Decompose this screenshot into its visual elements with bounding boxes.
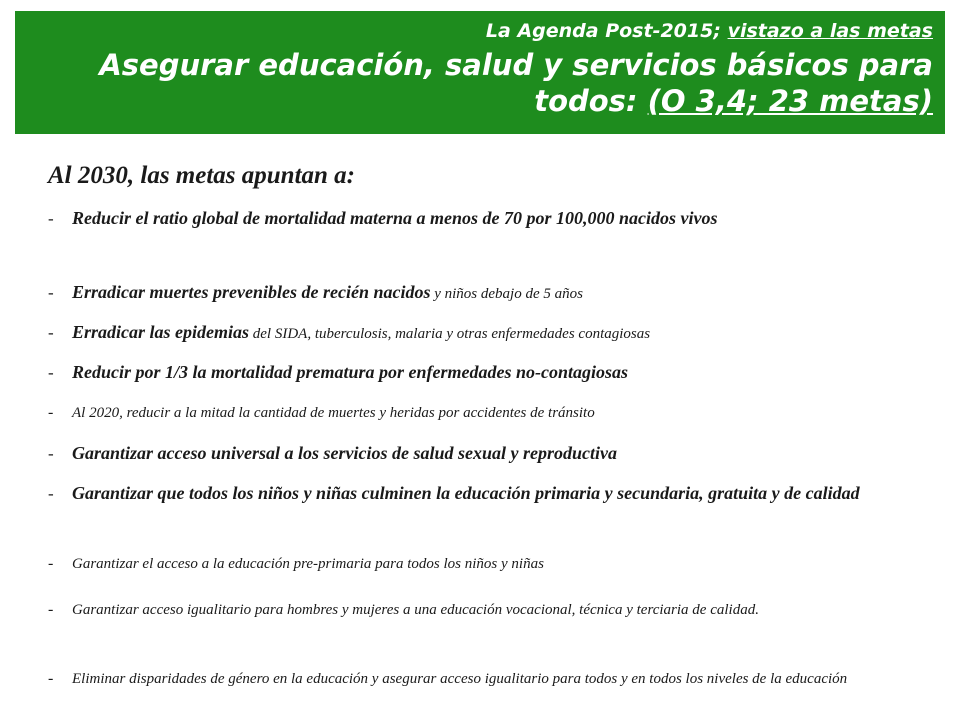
goal-item-text: Eliminar disparidades de género en la educación y asegurar acceso igualitario para todos y en todos los niveles de la educación [72, 671, 848, 687]
banner-subtitle-link: vistazo a las metas [727, 20, 933, 42]
bullet-dash: - [48, 323, 54, 342]
banner-subtitle [55, 17, 933, 45]
goal-item-bold: Erradicar muertes prevenibles de recién nacidos [72, 282, 431, 302]
goal-item [48, 668, 914, 690]
title-banner [15, 11, 945, 134]
goal-item-bold: Reducir por 1/3 la mortalidad prematura por enfermedades no-contagiosas [72, 362, 629, 382]
bullet-dash: - [48, 444, 54, 463]
goal-item [48, 553, 914, 575]
banner-title [55, 47, 933, 119]
goal-item [48, 402, 914, 424]
goal-item [48, 362, 914, 383]
goal-item [48, 599, 914, 621]
bullet-dash: - [48, 484, 54, 503]
goal-item-text: Al 2020, reducir a la mitad la cantidad de muertes y heridas por accidentes de tránsito [72, 405, 595, 421]
section-heading: Al 2030, las metas apuntan a: [48, 162, 355, 189]
bullet-dash: - [48, 555, 54, 572]
banner-title-underlined: (O 3,4; 23 metas) [647, 84, 933, 118]
goal-item-text: Garantizar acceso igualitario para hombres y mujeres a una educación vocacional, técnica y terciaria de calidad. [72, 602, 759, 618]
goal-item-bold: Garantizar que todos los niños y niñas culminen la educación primaria y secundaria, gratuita y de calidad [72, 483, 860, 503]
goal-item-text: y niños debajo de 5 años [430, 286, 583, 302]
banner-subtitle-prefix: La Agenda Post-2015; [485, 20, 728, 42]
goal-item-text: Garantizar el acceso a la educación pre-primaria para todos los niños y niñas [72, 556, 544, 572]
goal-item [48, 322, 914, 345]
bullet-dash: - [48, 601, 54, 618]
banner-title-main: Asegurar educación, salud y servicios básicos para todos: [99, 48, 933, 118]
bullet-dash: - [48, 209, 54, 228]
goal-item-bold: Erradicar las epidemias [72, 322, 250, 342]
goal-item-bold: Reducir el ratio global de mortalidad materna a menos de 70 por 100,000 nacidos vivos [72, 208, 718, 228]
goal-item-text: del SIDA, tuberculosis, malaria y otras enfermedades contagiosas [249, 326, 651, 342]
goal-item [48, 208, 914, 229]
goal-item [48, 282, 914, 305]
goal-item [48, 483, 914, 504]
bullet-dash: - [48, 404, 54, 421]
bullet-dash: - [48, 670, 54, 687]
goal-item [48, 443, 914, 464]
bullet-dash: - [48, 283, 54, 302]
goal-item-bold: Garantizar acceso universal a los servicios de salud sexual y reproductiva [72, 443, 617, 463]
bullet-dash: - [48, 363, 54, 382]
